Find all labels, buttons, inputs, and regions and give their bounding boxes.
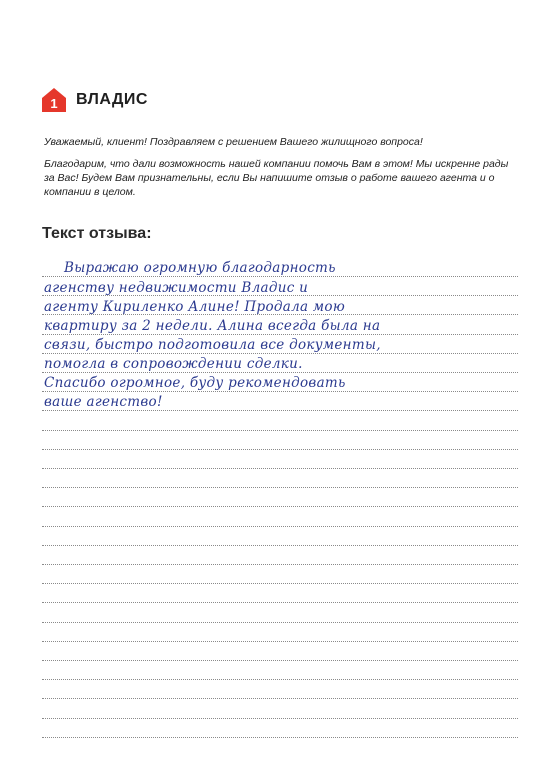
intro-text: Благодарим, что дали возможность нашей компании помочь Вам в этом! Мы искренне рады за Вас! Будем Вам признательны, если Вы напишите отзыв о работе вашего агента и о компании в целом. [44,158,509,198]
ruled-line [42,506,518,507]
review-line: ваше агенство! [44,394,163,410]
review-heading: Текст отзыва: [42,225,152,242]
ruled-line [42,660,518,661]
review-line: связи, быстро подготовила все документы, [44,337,381,353]
review-line: агенту Кириленко Алине! Продала мою [44,299,346,315]
logo-digit: 1 [50,96,58,111]
ruled-line [42,410,518,411]
ruled-line [42,449,518,450]
ruled-line [42,564,518,565]
ruled-line [42,526,518,527]
review-line: агенству недвижимости Владис и [44,280,309,296]
ruled-line [42,737,518,738]
ruled-line [42,545,518,546]
ruled-line [42,641,518,642]
ruled-line [42,391,518,392]
review-line: Выражаю огромную благодарность [64,260,336,276]
ruled-line [42,430,518,431]
ruled-line [42,698,518,699]
greeting-text: Уважаемый, клиент! Поздравляем с решением Вашего жилищного вопроса! [44,136,423,148]
ruled-line [42,276,518,277]
ruled-line [42,468,518,469]
review-line: квартиру за 2 недели. Алина всегда была на [44,318,381,334]
review-line: Спасибо огромное, буду рекомендовать [44,375,346,391]
ruled-line [42,718,518,719]
ruled-line [42,487,518,488]
ruled-line [42,583,518,584]
ruled-line [42,622,518,623]
review-line: помогла в сопровождении сделки. [44,356,303,372]
ruled-line [42,679,518,680]
ruled-line [42,602,518,603]
brand-name: ВЛАДИС [76,91,148,108]
ruled-line [42,372,518,373]
